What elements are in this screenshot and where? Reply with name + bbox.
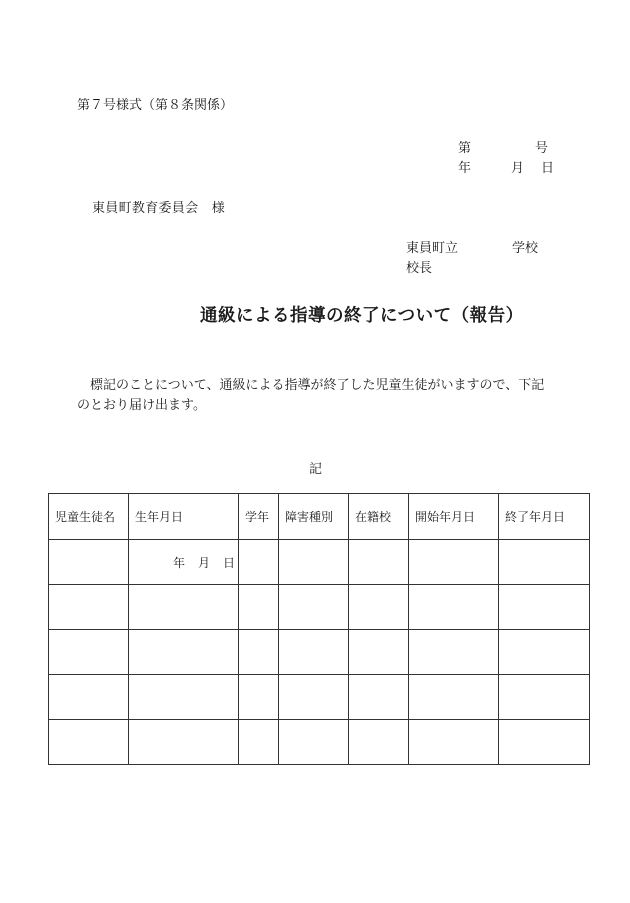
grade-cell[interactable] <box>239 585 279 630</box>
student-name-cell[interactable] <box>49 675 129 720</box>
disability-type-cell[interactable] <box>279 540 349 585</box>
table-header-row <box>49 494 590 540</box>
table-row <box>49 540 590 585</box>
header-end-date: 終了年月日 <box>499 494 590 540</box>
birth-date-cell[interactable] <box>129 675 239 720</box>
end-date-cell[interactable] <box>499 540 590 585</box>
form-number: 第７号様式（第８条関係） <box>77 98 234 113</box>
header-grade: 学年 <box>239 494 279 540</box>
header-start-date: 開始年月日 <box>409 494 499 540</box>
student-name-cell[interactable] <box>49 585 129 630</box>
end-date-cell[interactable] <box>499 720 590 765</box>
disability-type-cell[interactable] <box>279 585 349 630</box>
student-name-cell[interactable] <box>49 540 129 585</box>
table-row <box>49 585 590 630</box>
document-title: 通級による指導の終了について（報告） <box>200 306 524 326</box>
sender-school-prefix: 東員町立 <box>406 241 459 256</box>
document-number-suffix: 号 <box>535 141 549 156</box>
birth-date-cell[interactable] <box>129 720 239 765</box>
end-date-cell[interactable] <box>499 675 590 720</box>
birth-year-label: 年 <box>173 556 186 570</box>
birth-day-label: 日 <box>223 556 236 570</box>
grade-cell[interactable] <box>239 720 279 765</box>
student-name-cell[interactable] <box>49 630 129 675</box>
date-day-label: 日 <box>541 161 555 176</box>
enrolled-school-cell[interactable] <box>349 675 409 720</box>
date-year-label: 年 <box>458 161 472 176</box>
start-date-cell[interactable] <box>409 540 499 585</box>
header-birth-date: 生年月日 <box>129 494 239 540</box>
header-disability-type: 障害種別 <box>279 494 349 540</box>
grade-cell[interactable] <box>239 540 279 585</box>
start-date-cell[interactable] <box>409 720 499 765</box>
disability-type-cell[interactable] <box>279 675 349 720</box>
grade-cell[interactable] <box>239 675 279 720</box>
header-student-name: 児童生徒名 <box>49 494 129 540</box>
sender-school-suffix: 学校 <box>512 241 539 256</box>
table-row <box>49 720 590 765</box>
enrolled-school-cell[interactable] <box>349 630 409 675</box>
document-number-prefix: 第 <box>458 141 472 156</box>
sender-principal: 校長 <box>406 261 433 276</box>
start-date-cell[interactable] <box>409 585 499 630</box>
grade-cell[interactable] <box>239 630 279 675</box>
birth-date-cell[interactable] <box>129 585 239 630</box>
disability-type-cell[interactable] <box>279 720 349 765</box>
birth-month-label: 月 <box>198 556 211 570</box>
birth-date-cell[interactable] <box>129 630 239 675</box>
student-name-cell[interactable] <box>49 720 129 765</box>
start-date-cell[interactable] <box>409 630 499 675</box>
end-date-cell[interactable] <box>499 630 590 675</box>
header-enrolled-school: 在籍校 <box>349 494 409 540</box>
enrolled-school-cell[interactable] <box>349 720 409 765</box>
table-row <box>49 630 590 675</box>
ki-heading: 記 <box>309 462 323 477</box>
addressee: 東員町教育委員会 様 <box>92 201 226 216</box>
birth-date-cell[interactable] <box>129 540 239 585</box>
body-text: 標記のことについて、通級による指導が終了した児童生徒がいますので、下記のとおり届け出ます。 <box>77 378 545 413</box>
student-table <box>48 493 590 765</box>
table-row <box>49 675 590 720</box>
date-month-label: 月 <box>511 161 525 176</box>
start-date-cell[interactable] <box>409 675 499 720</box>
enrolled-school-cell[interactable] <box>349 585 409 630</box>
enrolled-school-cell[interactable] <box>349 540 409 585</box>
disability-type-cell[interactable] <box>279 630 349 675</box>
end-date-cell[interactable] <box>499 585 590 630</box>
